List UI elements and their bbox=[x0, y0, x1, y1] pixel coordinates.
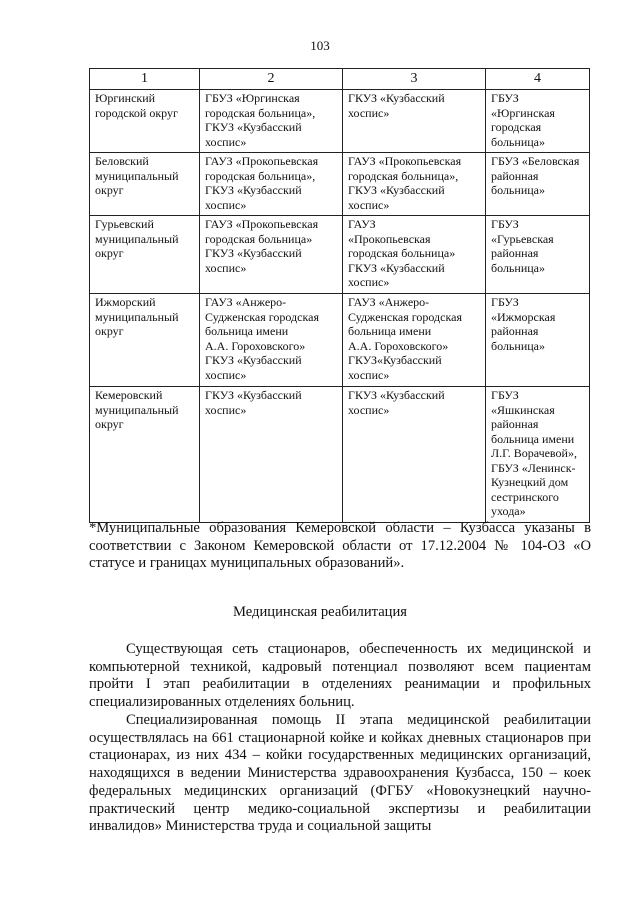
municipality-cell: Кемеровский муниципальный округ bbox=[90, 387, 200, 523]
stage2-organization-cell: ГАУЗ «Прокопьевская городская больница», ГКУЗ «Кузбасский хоспис» bbox=[343, 153, 486, 216]
column-header: 3 bbox=[343, 69, 486, 90]
page-number: 103 bbox=[310, 38, 330, 53]
municipality-cell: Юргинский городской округ bbox=[90, 90, 200, 153]
table-row bbox=[90, 90, 590, 153]
stage1-organization-cell: ГБУЗ «Юргинская городская больница», ГКУЗ «Кузбасский хоспис» bbox=[200, 90, 343, 153]
stage2-organization-cell: ГАУЗ «Прокопьевская городская больница» ГКУЗ «Кузбасский хоспис» bbox=[343, 216, 486, 294]
column-header: 4 bbox=[486, 69, 590, 90]
table-header-row bbox=[90, 69, 590, 90]
stage3-organization-cell: ГБУЗ «Ижморская районная больница» bbox=[486, 294, 590, 387]
stage3-organization-cell: ГБУЗ «Гурьевская районная больница» bbox=[486, 216, 590, 294]
stage3-organization-cell: ГБУЗ «Беловская районная больница» bbox=[486, 153, 590, 216]
hospital-routing-table bbox=[89, 68, 590, 523]
stage3-organization-cell: ГБУЗ «Яшкинская районная больница имени Л.Г. Ворачевой», ГБУЗ «Ленинск- Кузнецкий дом сестринского ухода» bbox=[486, 387, 590, 523]
municipality-cell: Ижморский муниципальный округ bbox=[90, 294, 200, 387]
column-header: 2 bbox=[200, 69, 343, 90]
table-row bbox=[90, 294, 590, 387]
municipality-cell: Беловский муниципальный округ bbox=[90, 153, 200, 216]
table-footnote: *Муниципальные образования Кемеровской области – Кузбасса указаны в соответствии с Законом Кемеровской области от 17.12.2004 № 104-ОЗ «О статусе и границах муниципальных образований». bbox=[89, 520, 591, 571]
municipality-cell: Гурьевский муниципальный округ bbox=[90, 216, 200, 294]
table-row bbox=[90, 387, 590, 523]
stage2-organization-cell: ГКУЗ «Кузбасский хоспис» bbox=[343, 387, 486, 523]
column-header: 1 bbox=[90, 69, 200, 90]
stage1-organization-cell: ГАУЗ «Прокопьевская городская больница» ГКУЗ «Кузбасский хоспис» bbox=[200, 216, 343, 294]
section-heading: Медицинская реабилитация bbox=[232, 604, 408, 620]
stage2-organization-cell: ГАУЗ «Анжеро- Судженская городская больница имени А.А. Гороховского» ГКУЗ«Кузбасский хоспис» bbox=[343, 294, 486, 387]
body-paragraph: Существующая сеть стационаров, обеспеченность их медицинской и компьютерной техникой, кадровый потенциал позволяют всем пациентам пройти I этап реабилитации в отделениях реанимации и профильных специализированных отделениях больниц. bbox=[89, 641, 591, 711]
stage1-organization-cell: ГКУЗ «Кузбасский хоспис» bbox=[200, 387, 343, 523]
table-row bbox=[90, 153, 590, 216]
table-row bbox=[90, 216, 590, 294]
stage1-organization-cell: ГАУЗ «Прокопьевская городская больница», ГКУЗ «Кузбасский хоспис» bbox=[200, 153, 343, 216]
stage3-organization-cell: ГБУЗ «Юргинская городская больница» bbox=[486, 90, 590, 153]
stage2-organization-cell: ГКУЗ «Кузбасский хоспис» bbox=[343, 90, 486, 153]
stage1-organization-cell: ГАУЗ «Анжеро- Судженская городская больница имени А.А. Гороховского» ГКУЗ «Кузбасский хоспис» bbox=[200, 294, 343, 387]
body-paragraph: Специализированная помощь II этапа медицинской реабилитации осуществлялась на 661 стационарной койке и койках дневных стационаров при стационарах, из них 434 – койки государственных медицинских организаций, находящихся в ведении Министерства здравоохранения Кузбасса, 150 – коек федеральных медицинских организаций (ФГБУ «Новокузнецкий научно-практический центр медико-социальной экспертизы и реабилитации инвалидов» Министерства труда и социальной защиты bbox=[89, 712, 591, 835]
